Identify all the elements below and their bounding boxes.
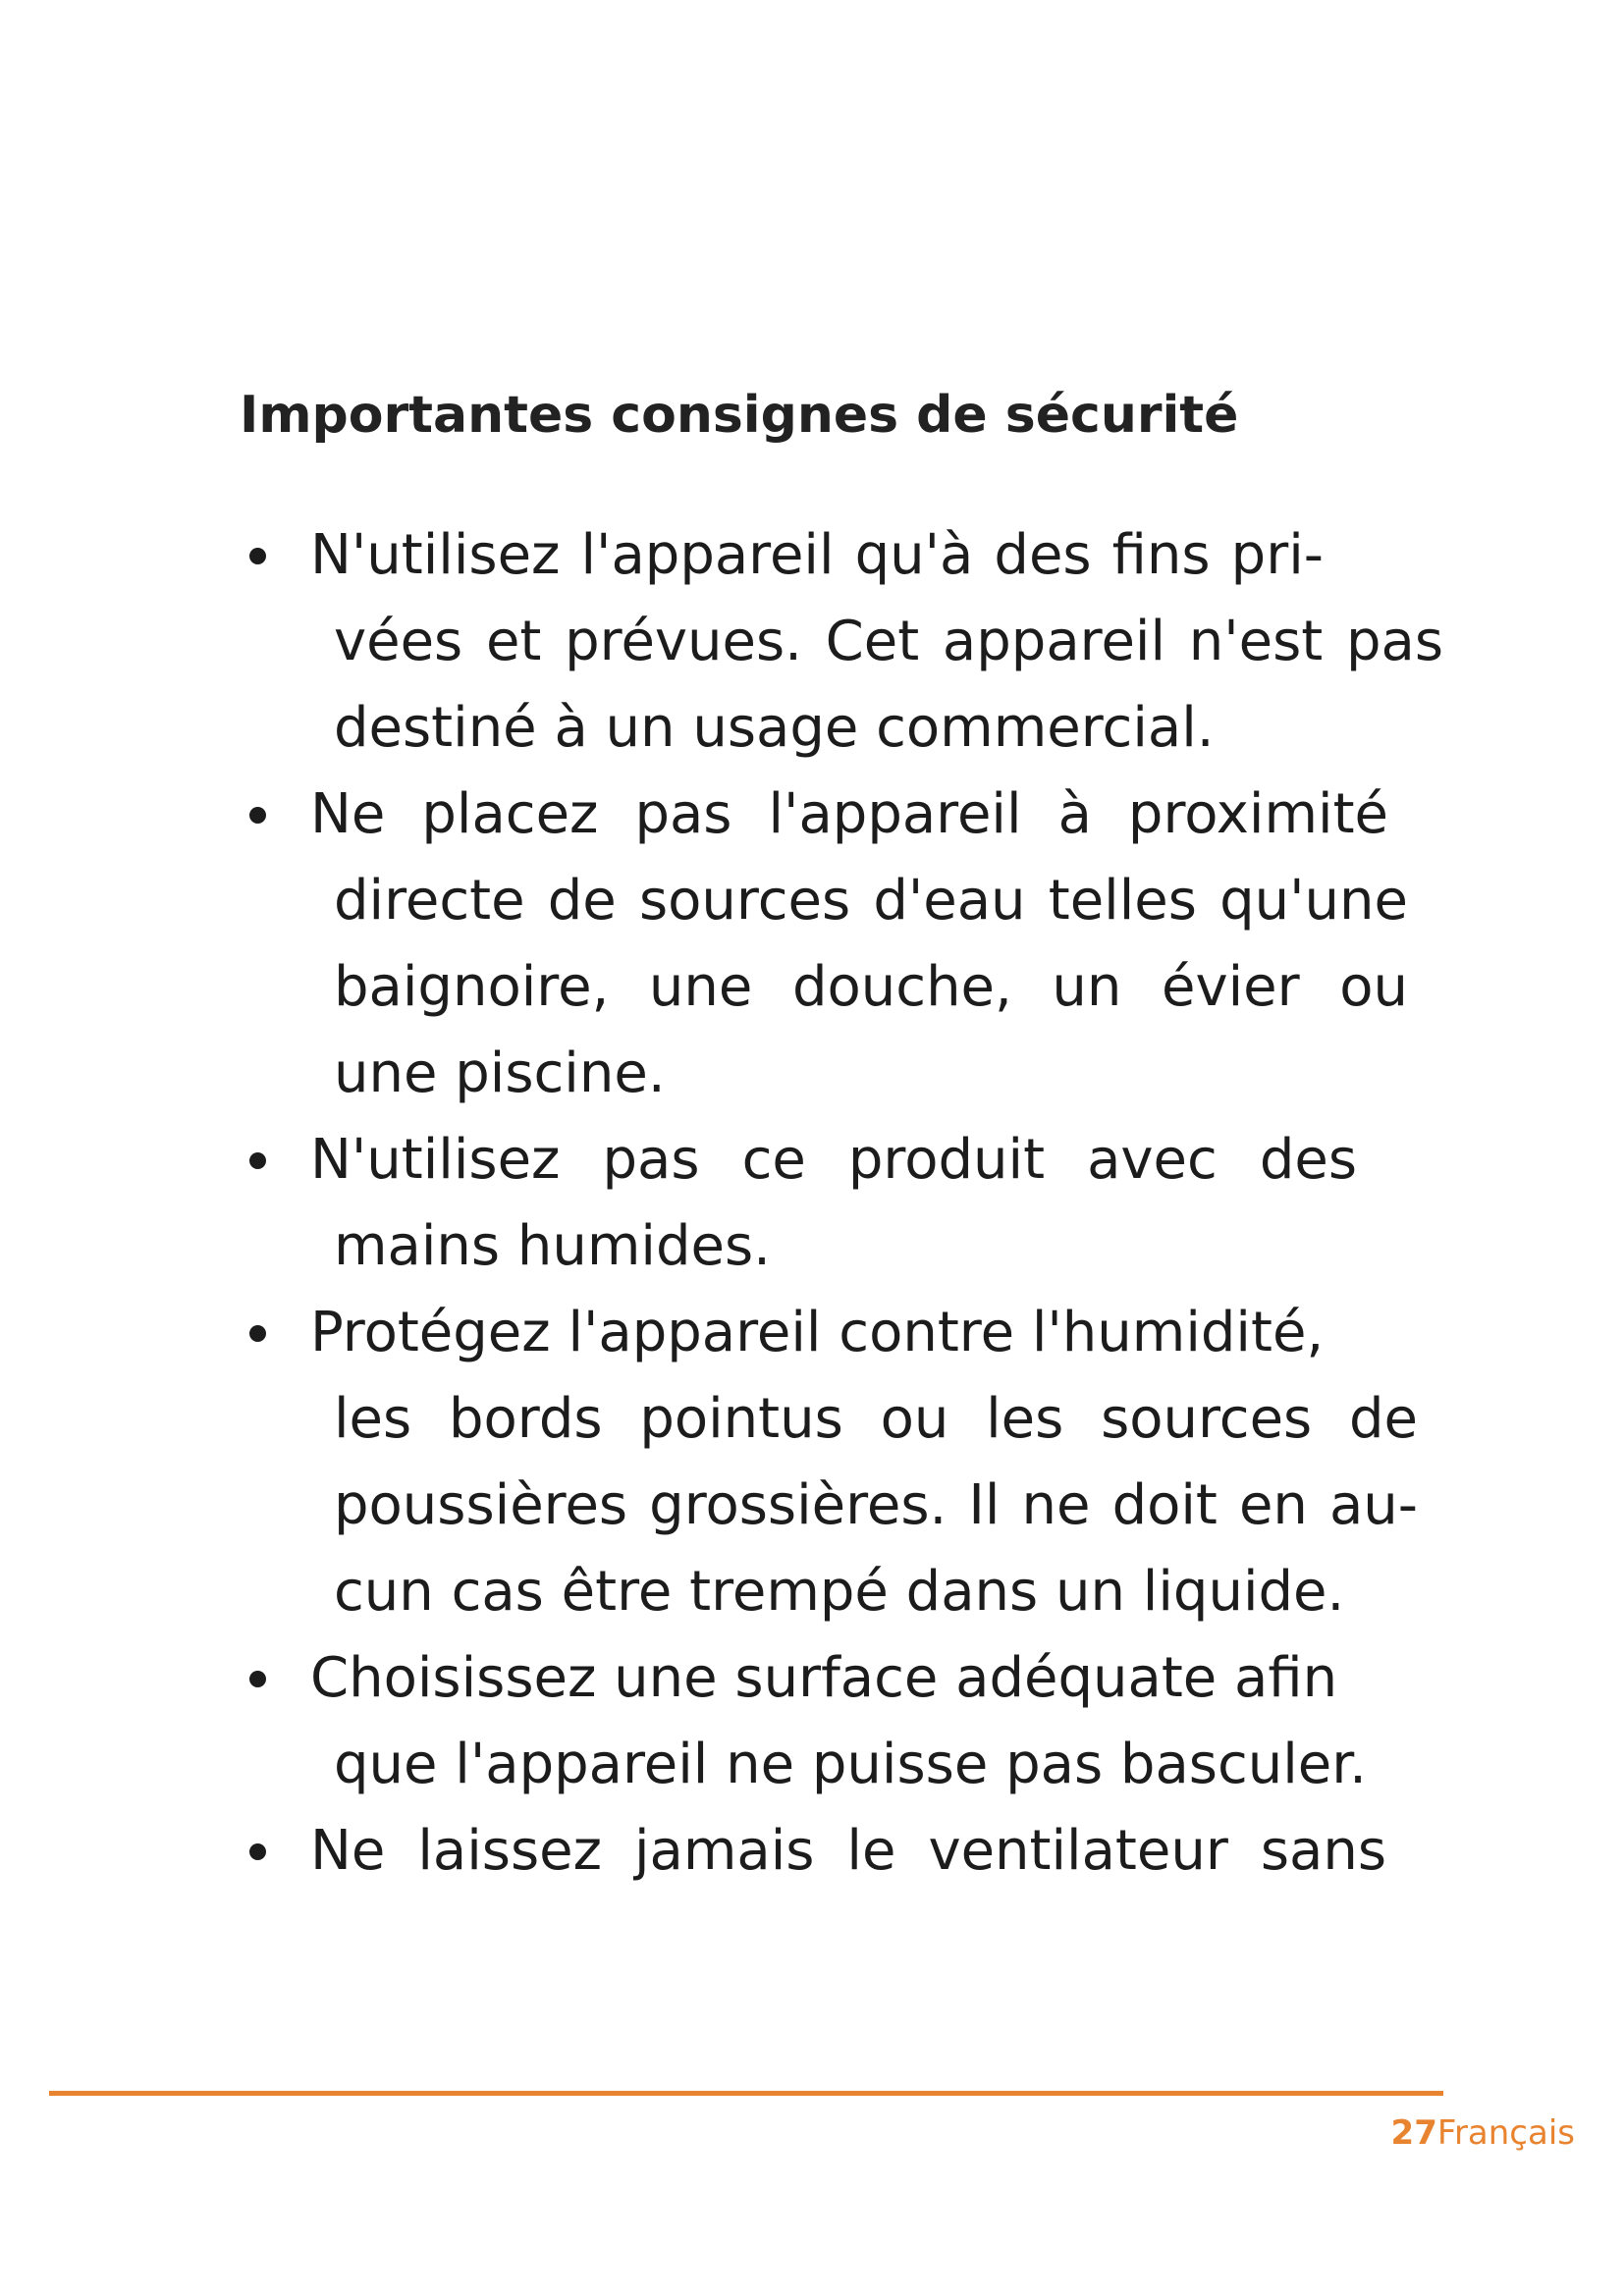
footer-language: Français	[1436, 2113, 1575, 2153]
list-item-line: baignoire, une douche, un évier ou	[334, 955, 1408, 1019]
list-item-line: que l'appareil ne puisse pas basculer.	[334, 1733, 1367, 1796]
list-item	[240, 1117, 1457, 1290]
list-item	[240, 772, 1457, 1117]
list-item-line: poussières grossières. Il ne doit en au-	[334, 1473, 1418, 1537]
list-item	[240, 1290, 1457, 1635]
list-item	[240, 1635, 1457, 1808]
list-item-line: N'utilisez pas ce produit avec des	[310, 1128, 1357, 1192]
list-item-line: Protégez l'appareil contre l'humidité,	[310, 1301, 1325, 1364]
safety-instructions-list	[240, 512, 1457, 1895]
list-item-line: mains humides.	[334, 1214, 771, 1278]
bullet-icon	[249, 548, 266, 564]
bullet-icon	[249, 1325, 266, 1342]
list-item-line: N'utilisez l'appareil qu'à des fins pri-	[310, 523, 1324, 587]
list-item	[240, 512, 1457, 772]
bullet-icon	[249, 807, 266, 824]
list-item-line: Choisissez une surface adéquate afin	[310, 1646, 1338, 1710]
list-item	[240, 1808, 1457, 1895]
bullet-icon	[249, 1843, 266, 1860]
page-title: Importantes consignes de sécurité	[240, 386, 1239, 445]
footer-divider	[49, 2091, 1443, 2096]
list-item-line: cun cas être trempé dans un liquide.	[334, 1560, 1345, 1624]
list-item-line: Ne placez pas l'appareil à proximité	[310, 782, 1388, 846]
page-footer	[1391, 2110, 1575, 2156]
list-item-line: destiné à un usage commercial.	[334, 696, 1215, 760]
list-item-line: les bords pointus ou les sources de	[334, 1387, 1418, 1451]
bullet-icon	[249, 1152, 266, 1169]
list-item-line: Ne laissez jamais le ventilateur sans	[310, 1819, 1386, 1883]
list-item-line: une piscine.	[334, 1041, 666, 1105]
list-item-line: vées et prévues. Cet appareil n'est pas	[334, 610, 1443, 673]
list-item-line: directe de sources d'eau telles qu'une	[334, 869, 1408, 933]
page-number: 27	[1390, 2113, 1437, 2153]
bullet-icon	[249, 1671, 266, 1687]
